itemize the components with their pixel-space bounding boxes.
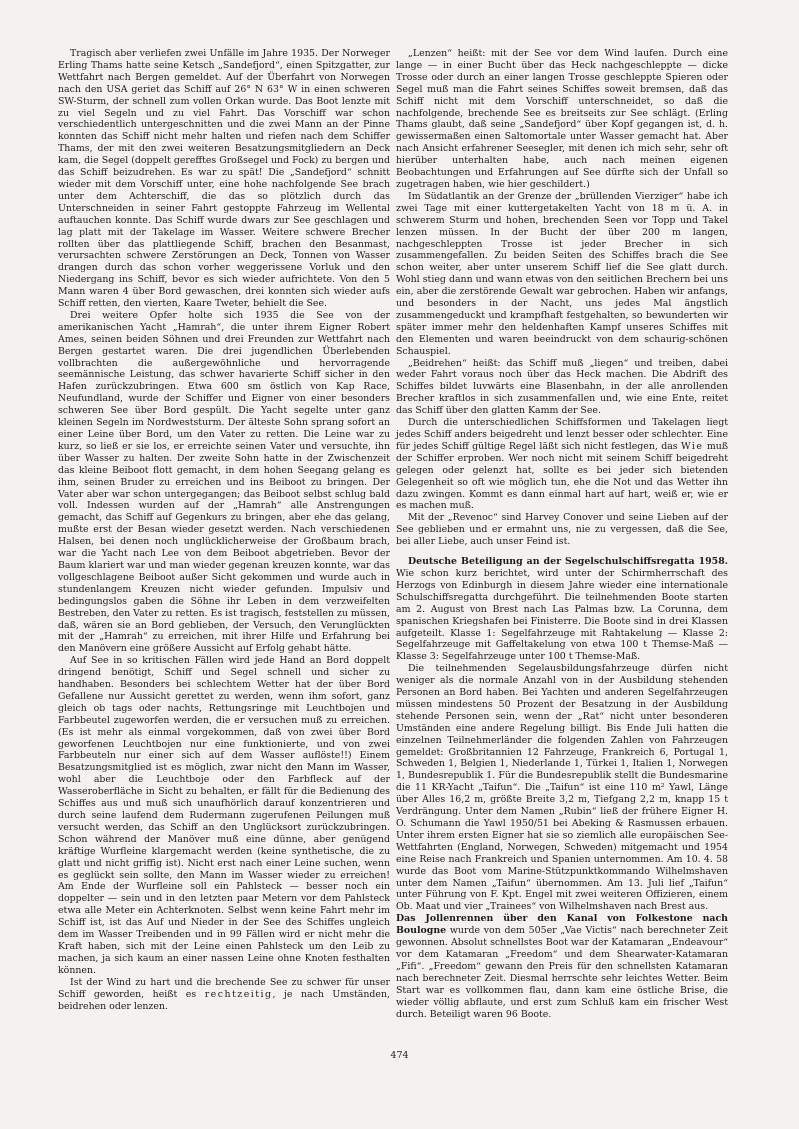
paragraph-ship-forms [396,417,728,512]
section-jollenrennen [396,913,728,1020]
paragraph-hamrah: Drei weitere Opfer holte sich 1935 die See von der amerikanischen Yacht „Hamrah“, die unter ihrem Eigner Robert Ames, seinen beiden Söhnen und drei Freunden zur Wettfahrt nach Bergen gestartet waren. Die drei jugendlichen Überlebenden vollbrachten die außergewöhnliche und hervorragende seemännische Leistung, das schwer havarierte Schiff sicher in den Hafen zurückzubringen. Etwa 600 sm östlich von Kap Race, Neufundland, wurde der Schiffer und Eigner von einer besonders schweren See über Bord gespült. Die Yacht segelte unter ganz kleinen Segeln im Nordweststurm. Der älteste Sohn sprang sofort an einer Leine über Bord, um den Vater zu retten. Die Leine war zu kurz, so ließ er sie los, er erreichte seinen Vater und versuchte, ihn über Wasser zu halten. Der zweite Sohn hatte in der Zwischenzeit das kleine Beiboot flott gemacht, in dem hohen Seegang gelang es ihm, seinen Bruder zu erreichen und ins Beiboot zu bringen. Der Vater aber war schon untergegangen; das Beiboot selbst schlug bald voll. Indessen wurden auf der „Hamrah“ alle Anstrengungen gemacht, das Schiff auf Gegenkurs zu bringen, aber ehe das gelang, mußte erst der Besan wieder gesetzt werden. Nach verschiedenen Halsen, bei denen noch unglücklicherweise der Großbaum brach, war die Yacht nach Lee von dem Beiboot abgetrieben. Bevor der Baum klariert war und man wieder gegenan kreuzen konnte, war das vollgeschlagene Beiboot außer Sicht gekommen und wurde auch in stundenlangem Kreuzen nicht wieder gefunden. Impulsiv und bedingungslos gaben die Söhne ihr Leben in dem verzweifelten Bestreben, den Vater zu retten. Es ist tragisch, feststellen zu müssen, daß, wären sie an Bord geblieben, der Versuch, den Verunglückten mit der „Hamrah“ zu erreichen, mit ihrer Hilfe und Erfahrung bei den Manövern eine größere Aussicht auf Erfolg gehabt hätte. [58,309,390,655]
right-column [396,48,728,1020]
paragraph-south-atlantic: Im Südatlantik an der Grenze der „brüllenden Vierziger“ habe ich zwei Tage mit einer kuttergetakelten Yacht von 18 m ü. A. in schwerem Sturm und hohen, brechenden Seen vor Topp und Takel lenzen müssen. In der Bucht der über 200 m langen, nachgeschleppten Trosse ist jeder Brecher in sich zusammengefallen. Zu beiden Seiten des Schiffes brach die See schon weiter, aber unter unserem Schiff lief die See glatt durch. Wohl stieg dann und wann etwas von den seitlichen Brechern bei uns ein, aber die zerstörende Gewalt war gebrochen. Haben wir anfangs, und besonders in der Nacht, uns jedes Mal ängstlich zusammengeduckt und krampfhaft festgehalten, so bewunderten wir später immer mehr den heldenhaften Kampf unseres Schiffes mit den Elementen und waren beeindruckt von dem schaurig-schönen Schauspiel. [396,190,728,357]
text-run: wurde von dem 505er „Vae Victis“ nach berechneter Zeit gewonnen. Absolut schnellstes Boot war der Katamaran „Endeavour“ vor dem Katamaran „Freedom“ und dem Shearwater-Katamaran „Fifi“. „Freedom“ gewann den Preis für den schnellsten Katamaran nach berechneter Zeit. Diesmal herrschte sehr leichtes Wetter. Beim Start war es vollkommen flau, dann kam eine östliche Brise, die wieder völlig abflaute, und erst zum Schluß kam ein frischer West durch. Beteiligt waren 96 Boote. [396,925,728,1020]
text-run: Ist der Wind zu hart und die brechende See zu schwer für unser Schiff geworden, heißt es [58,976,390,1000]
emphasis-rechtzeitig: rechtzeitig [204,988,273,1000]
section-heading-jollenrennen: Das Jollenrennen über den Kanal von Folkestone nach Boulogne [396,913,728,937]
paragraph-heavy-weather [58,977,390,1013]
section-schulschiffsregatta [396,556,728,663]
section-heading-regatta: Deutsche Beteiligung an der Segelschulschiffsregatta 1958. [408,556,728,568]
paragraph-man-overboard: Auf See in so kritischen Fällen wird jede Hand an Bord doppelt dringend benötigt, Schiff und Segel schnell und sicher zu handhaben. Besonders bei schlechtem Wetter hat der über Bord Gefallene nur Aussicht gerettet zu werden, wenn ihm sofort, ganz gleich ob tags oder nachts, Rettungsringe mit Leuchtbojen und Farbbeutel zugeworfen werden, die er versuchen muß zu erreichen. (Es ist mehr als einmal vorgekommen, daß von zwei über Bord geworfenen Leuchtbojen nur eine funktionierte, und von zwei Farbbeuteln nur einer sich auf dem Wasser auflöste!!) Einem Besatzungsmitglied ist es möglich, zwar nicht den Mann im Wasser, wohl aber die Leuchtboje oder den Farbfleck auf der Wasseroberfläche in Sicht zu behalten, er fällt für die Bedienung des Schiffes aus und muß sich unaufhörlich darauf konzentrieren und durch seine laufend dem Rudermann zugerufenen Peilungen muß versucht werden, das Schiff an den Unglücksort zurückzubringen. Schon während der Manöver muß eine dünne, aber genügend kräftige Wurfleine klargemacht werden (keine synthetische, die zu glatt und nicht griffig ist). Nicht erst nach einer Leine suchen, wenn es geglückt sein sollte, den Mann im Wasser wieder zu erreichen! Am Ende der Wurfleine soll ein Pahlsteck — besser noch ein doppelter — sein und in den letzten paar Metern vor dem Pahlsteck etwa alle Meter ein Achterknoten. Selbst wenn keine Fahrt mehr im Schiff ist, ist das Auf und Nieder in der See des Schiffes ungleich dem im Wasser Treibenden und in 99 Fällen wird er nicht mehr die Kraft haben, sich mit der Leine einen Pahlsteck um den Leib zu machen, ja sich kaum an einer nassen Leine ohne Knoten festhalten können. [58,655,390,976]
emphasis-wie: Wie [680,440,704,452]
text-run: , je nach Umständen, beidrehen oder lenzen. [58,988,390,1012]
section-gap [396,548,728,556]
paragraph-revenoc: Mit der „Revenoc“ sind Harvey Conover und seine Lieben auf der See geblieben und er ermahnt uns, nie zu vergessen, daß die See, bei aller Liebe, auch unser Feind ist. [396,512,728,548]
paragraph-lenzen: „Lenzen“ heißt: mit der See vor dem Wind laufen. Durch eine lange — in einer Bucht über das Heck nachgeschleppte — dicke Trosse oder durch an einer langen Trosse geschleppte Spieren oder Segel muß man die Fahrt seines Schiffes soweit bremsen, daß das Schiff nicht mit dem Vorschiff unterschneidet, so daß die nachfolgende, brechende See es breitseits zur See schlägt. (Erling Thams glaubt, daß seine „Sandefjord“ über Kopf gegangen ist, d. h. gewissermaßen einen Saltomortale unter Wasser gemacht hat. Aber nach Ansicht erfahrener Seesegler, mit denen ich mich sehr, sehr oft hierüber unterhalten habe, auch nach meinen eigenen Beobachtungen und Erfahrungen auf See dürfte sich der Unfall so zugetragen haben, wie hier geschildert.) [396,48,728,190]
text-run: Wie schon kurz berichtet, wird unter der Schirmherrschaft des Herzogs von Edinburgh in diesem Jahre wieder eine internationale Schulschiffsregatta durchgeführt. Die teilnehmenden Boote starten am 2. August von Brest nach Las Palmas bzw. La Corunna, dem spanischen Kriegshafen bei Finisterre. Die Boote sind in drei Klassen aufgeteilt. Klasse 1: Segelfahrzeuge mit Rahtakelung — Klasse 2: Segelfahrzeuge mit Gaffeltakelung von etwa 100 t Themse-Maß — Klasse 3: Segelfahrzeuge unter 100 t Themse-Maß. [396,567,728,663]
text-run: Durch die unterschiedlichen Schiffsformen und Takelagen liegt jedes Schiff anders beigedreht und lenzt besser oder schlechter. Eine für jedes Schiff gültige Regel läßt sich nicht festlegen, das [396,417,728,452]
left-column [58,48,390,1012]
text-run: muß der Schiffer erproben. Wer noch nicht mit seinem Schiff beigedreht gelegen oder gelenzt hat, sollte es bei jeder sich bietenden Gelegenheit so oft wie möglich tun, ehe die Not und das Wetter ihn dazu zwingen. Kommt es dann einmal hart auf hart, weiß er, wie er es machen muß. [396,440,729,512]
page-number: 474 [390,1050,409,1061]
paragraph-beidrehen: „Beidrehen“ heißt: das Schiff muß „liegen“ und treiben, dabei weder Fahrt voraus noch über das Heck machen. Die Abdrift des Schiffes bildet luvwärts eine Blasenbahn, in der alle anrollenden Brecher kraftlos in sich zusammenfallen und, wie eine Ente, reitet das Schiff über den glatten Kamm der See. [396,357,728,417]
paragraph-taifun: Die teilnehmenden Segelausbildungsfahrzeuge dürfen nicht weniger als die normale Anzahl von in der Ausbildung stehenden Personen an Bord haben. Bei Yachten und anderen Segelfahrzeugen müssen mindestens 50 Prozent der Besatzung in der Ausbildung stehende Personen sein, wenn der „Rat“ nicht unter besonderen Umständen eine andere Regelung billigt. Bis Ende Juli hatten die einzelnen Teilnehmerländer die folgenden Zahlen von Fahrzeugen gemeldet: Großbritannien 12 Fahrzeuge, Frankreich 6, Portugal 1, Schweden 1, Belgien 1, Niederlande 1, Türkei 1, Italien 1, Norwegen 1, Bundesrepublik 1. Für die Bundesrepublik stellt die Bundesmarine die 11 KR-Yacht „Taifun“. Die „Taifun“ ist eine 110 m² Yawl, Länge über Alles 16,2 m, größte Breite 3,2 m, Tiefgang 2,2 m, knapp 15 t Verdrängung. Unter dem Namen „Rubin“ ließ der frühere Eigner H. O. Schumann die Yawl 1950/51 bei Abeking & Rasmussen erbauen. Unter ihrem ersten Eigner hat sie so ziemlich alle europäischen See-Wettfahrten (England, Norwegen, Schweden) mitgemacht und 1954 eine Reise nach Frankreich und Spanien unternommen. Am 10. 4. 58 wurde das Boot vom Marine-Stützpunktkommando Wilhelmshaven unter dem Namen „Taifun“ übernommen. Am 13. Juli lief „Taifun“ unter Führung von F. Kpt. Engel mit zwei weiteren Offizieren, einem Ob. Maat und vier „Trainees“ von Wilhelmshaven nach Brest aus. [396,663,728,913]
paragraph-sandefjord: Tragisch aber verliefen zwei Unfälle im Jahre 1935. Der Norweger Erling Thams hatte seine Ketsch „Sandefjord“, einen Spitzgatter, zur Wettfahrt nach Bergen gemeldet. Auf der Überfahrt von Norwegen nach den USA geriet das Schiff auf 26° N 63° W in einen schweren SW-Sturm, der schnell zum vollen Orkan wurde. Das Boot lenzte mit zu viel Segeln und zu viel Fahrt. Das Vorschiff war schon verschiedentlich untergeschnitten und die zwei Mann an der Pinne konnten das Schiff nicht mehr halten und riefen nach dem Schiffer Thams, der mit den zwei weiteren Besatzungsmitgliedern an Deck kam, die Segel (doppelt gerefftes Großsegel und Fock) zu bergen und das Schiff beizudrehen. Es war zu spät! Die „Sandefjord“ schnitt wieder mit dem Vorschiff unter, eine hohe nachfolgende See brach unter dem Achterschiff, die das so plötzlich durch das Unterschneiden in seiner Fahrt gestoppte Fahrzeug im Wellental auftauchen konnte. Das Schiff wurde dwars zur See geschlagen und lag platt mit der Takelage im Wasser. Weitere schwere Brecher rollten über das plattliegende Schiff, brachen den Besanmast, verursachten schwere Zerstörungen an Deck, Tonnen von Wasser drangen durch das schon vorher weggerissene Vorluk und den Niedergang ins Schiff, bevor es sich wieder aufrichtete. Von den 5 Mann waren 4 über Bord gewaschen, drei konnten sich wieder aufs Schiff retten, den vierten, Kaare Tweter, behielt die See. [58,48,390,310]
